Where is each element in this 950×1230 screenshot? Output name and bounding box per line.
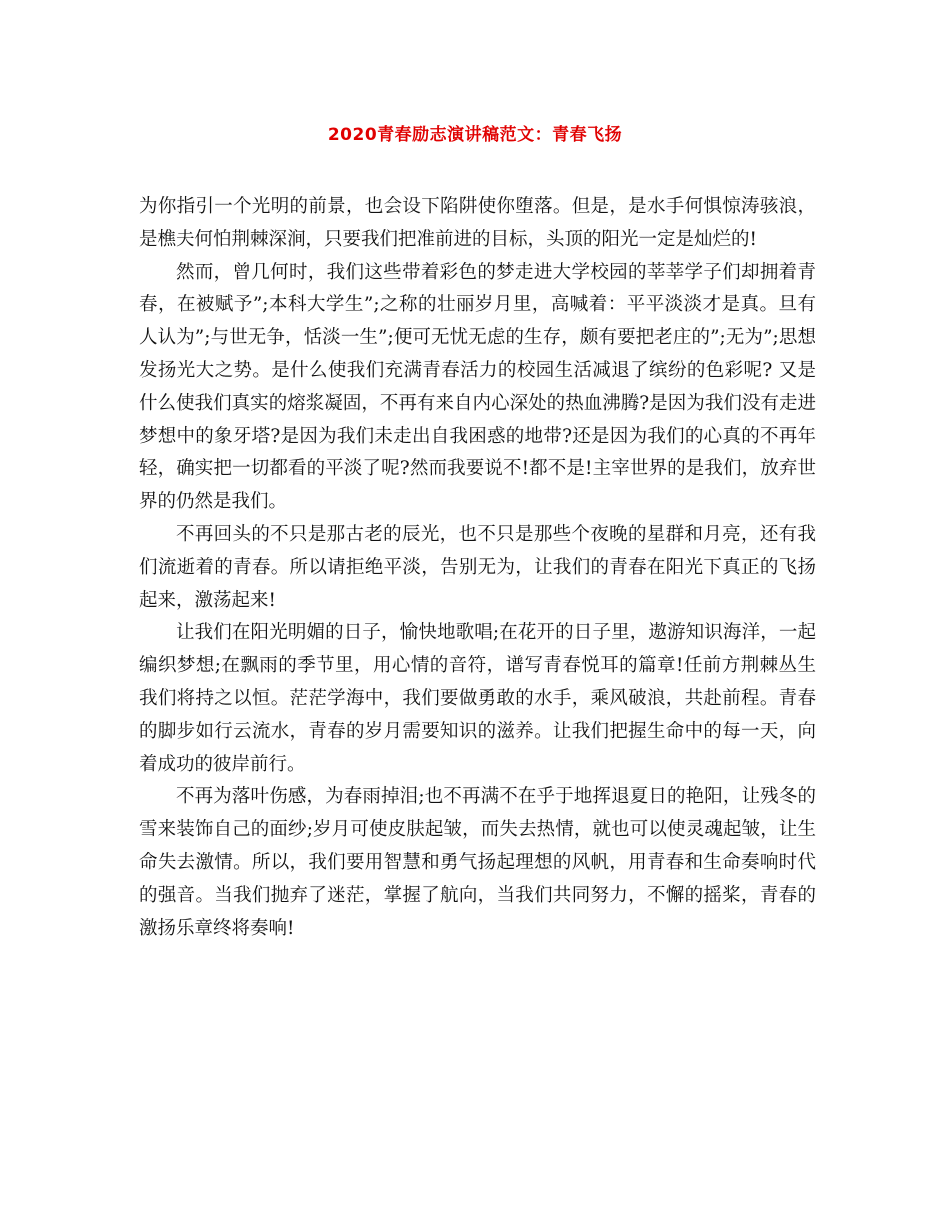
paragraph-2: 然而，曾几何时，我们这些带着彩色的梦走进大学校园的莘莘学子们却拥着青春，在被赋予”;本科大学生”;之称的壮丽岁月里，高喊着：平平淡淡才是真。旦有人认为”;与世无争，恬淡一生”;便可无忧无虑的生存，颇有要把老庄的”;无为”;思想发扬光大之势。是什么使我们充满青春活力的校园生活减退了缤纷的色彩呢? 又是什么使我们真实的熔浆凝固，不再有来自内心深处的热血沸腾?是因为我们没有走进梦想中的象牙塔?是因为我们未走出自我困惑的地带?还是因为我们的心真的不再年轻，确实把一切都看的平淡了呢?然而我要说不!都不是!主宰世界的是我们，放弃世界的仍然是我们。: [139, 261, 816, 513]
paragraph-5: 不再为落叶伤感，为春雨掉泪;也不再满不在乎于地挥退夏日的艳阳，让残冬的雪来装饰自己的面纱;岁月可使皮肤起皱，而失去热情，就也可以使灵魂起皱，让生命失去激情。所以，我们要用智慧和勇气扬起理想的风帆，用青春和生命奏响时代的强音。当我们抛弃了迷茫，掌握了航向，当我们共同努力，不懈的摇桨，青春的激扬乐章终将奏响!: [139, 786, 816, 939]
paragraph-4: 让我们在阳光明媚的日子，愉快地歌唱;在花开的日子里，遨游知识海洋，一起编织梦想;在飘雨的季节里，用心情的音符，谱写青春悦耳的篇章!任前方荆棘丛生我们将持之以恒。茫茫学海中，我们要做勇敢的水手，乘风破浪，共赴前程。青春的脚步如行云流水，青春的岁月需要知识的滋养。让我们把握生命中的每一天，向着成功的彼岸前行。: [139, 622, 816, 775]
paragraph-3: 不再回头的不只是那古老的辰光，也不只是那些个夜晚的星群和月亮，还有我们流逝着的青春。所以请拒绝平淡，告别无为，让我们的青春在阳光下真正的飞扬起来，激荡起来!: [139, 523, 816, 611]
paragraph-1: 为你指引一个光明的前景，也会设下陷阱使你堕落。但是，是水手何惧惊涛骇浪，是樵夫何怕荆棘深涧，只要我们把准前进的目标，头顶的阳光一定是灿烂的!: [139, 196, 816, 250]
document-title: 2020青春励志演讲稿范文：青春飞扬: [327, 125, 623, 145]
document-body: [139, 191, 816, 945]
